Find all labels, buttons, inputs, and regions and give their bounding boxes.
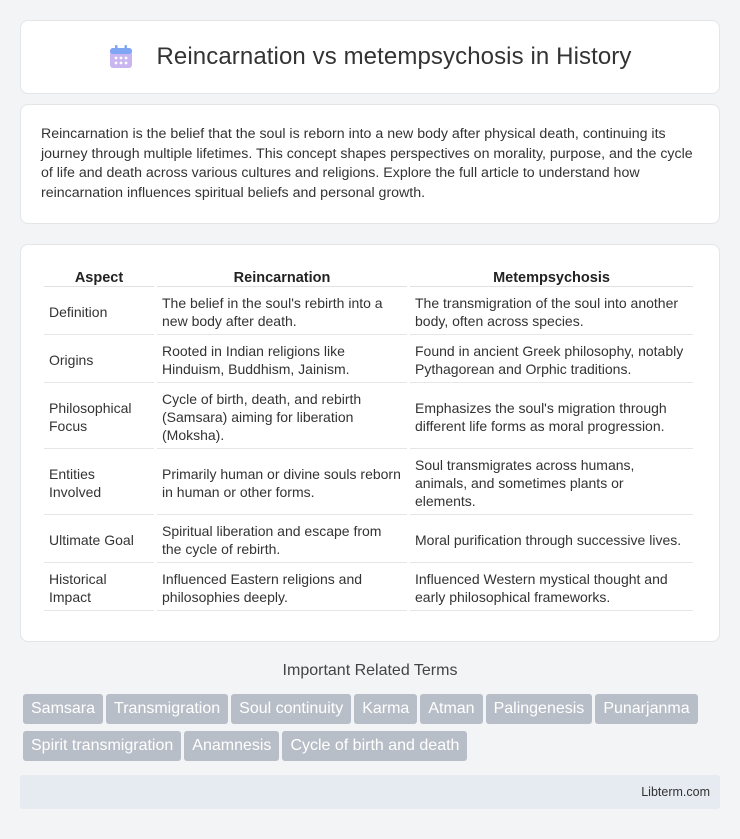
header-metempsychosis: Metempsychosis bbox=[410, 267, 693, 287]
comparison-table-card bbox=[20, 244, 720, 642]
tag-punarjanma[interactable]: Punarjanma bbox=[595, 694, 697, 724]
cell-aspect: Historical Impact bbox=[44, 565, 154, 611]
related-terms-title: Important Related Terms bbox=[282, 662, 458, 679]
tag-cycle-of-birth-and-death[interactable]: Cycle of birth and death bbox=[282, 731, 467, 761]
cell-reincarnation: Primarily human or divine souls reborn in human or other forms. bbox=[157, 451, 407, 515]
cell-reincarnation: Spiritual liberation and escape from the cycle of rebirth. bbox=[157, 517, 407, 563]
tag-atman[interactable]: Atman bbox=[420, 694, 482, 724]
cell-metempsychosis: Influenced Western mystical thought and early philosophical frameworks. bbox=[410, 565, 693, 611]
cell-aspect: Definition bbox=[44, 289, 154, 335]
tag-transmigration[interactable]: Transmigration bbox=[106, 694, 228, 724]
cell-metempsychosis: Emphasizes the soul's migration through different life forms as moral progression. bbox=[410, 385, 693, 449]
table-row bbox=[44, 385, 693, 449]
cell-metempsychosis: Moral purification through successive lives. bbox=[410, 517, 693, 563]
tag-karma[interactable]: Karma bbox=[354, 694, 417, 724]
comparison-table bbox=[41, 265, 696, 613]
page-title: Reincarnation vs metempsychosis in History bbox=[156, 43, 632, 70]
cell-aspect: Origins bbox=[44, 337, 154, 383]
tag-palingenesis[interactable]: Palingenesis bbox=[486, 694, 593, 724]
table-row bbox=[44, 337, 693, 383]
tag-spirit-transmigration[interactable]: Spirit transmigration bbox=[23, 731, 181, 761]
cell-metempsychosis: The transmigration of the soul into another body, often across species. bbox=[410, 289, 693, 335]
cell-aspect: Philosophical Focus bbox=[44, 385, 154, 449]
cell-reincarnation: Cycle of birth, death, and rebirth (Samsara) aiming for liberation (Moksha). bbox=[157, 385, 407, 449]
intro-card bbox=[20, 104, 720, 224]
cell-reincarnation: The belief in the soul's rebirth into a new body after death. bbox=[157, 289, 407, 335]
table-row bbox=[44, 451, 693, 515]
calendar-icon bbox=[108, 44, 134, 70]
table-row bbox=[44, 565, 693, 611]
cell-reincarnation: Influenced Eastern religions and philosophies deeply. bbox=[157, 565, 407, 611]
tag-anamnesis[interactable]: Anamnesis bbox=[184, 731, 279, 761]
cell-metempsychosis: Soul transmigrates across humans, animals, and sometimes plants or elements. bbox=[410, 451, 693, 515]
cell-aspect: Ultimate Goal bbox=[44, 517, 154, 563]
cell-aspect: Entities Involved bbox=[44, 451, 154, 515]
intro-text: Reincarnation is the belief that the soul is reborn into a new body after physical death, continuing its journey through multiple lifetimes. This concept shapes perspectives on morality, purpose, and the cycle of life and death across various cultures and religions. Explore the full article to understand how reincarnation influences spiritual beliefs and personal growth. bbox=[41, 126, 693, 201]
table-row bbox=[44, 517, 693, 563]
cell-metempsychosis: Found in ancient Greek philosophy, notably Pythagorean and Orphic traditions. bbox=[410, 337, 693, 383]
footer bbox=[20, 775, 720, 809]
cell-reincarnation: Rooted in Indian religions like Hinduism, Buddhism, Jainism. bbox=[157, 337, 407, 383]
header-reincarnation: Reincarnation bbox=[157, 267, 407, 287]
header-card bbox=[20, 20, 720, 94]
footer-brand-link[interactable]: Libterm.com bbox=[641, 785, 710, 799]
table-row bbox=[44, 289, 693, 335]
header-aspect: Aspect bbox=[44, 267, 154, 287]
related-terms-tags bbox=[23, 694, 723, 768]
table-header-row bbox=[44, 267, 693, 287]
tag-soul-continuity[interactable]: Soul continuity bbox=[231, 694, 351, 724]
tag-samsara[interactable]: Samsara bbox=[23, 694, 103, 724]
